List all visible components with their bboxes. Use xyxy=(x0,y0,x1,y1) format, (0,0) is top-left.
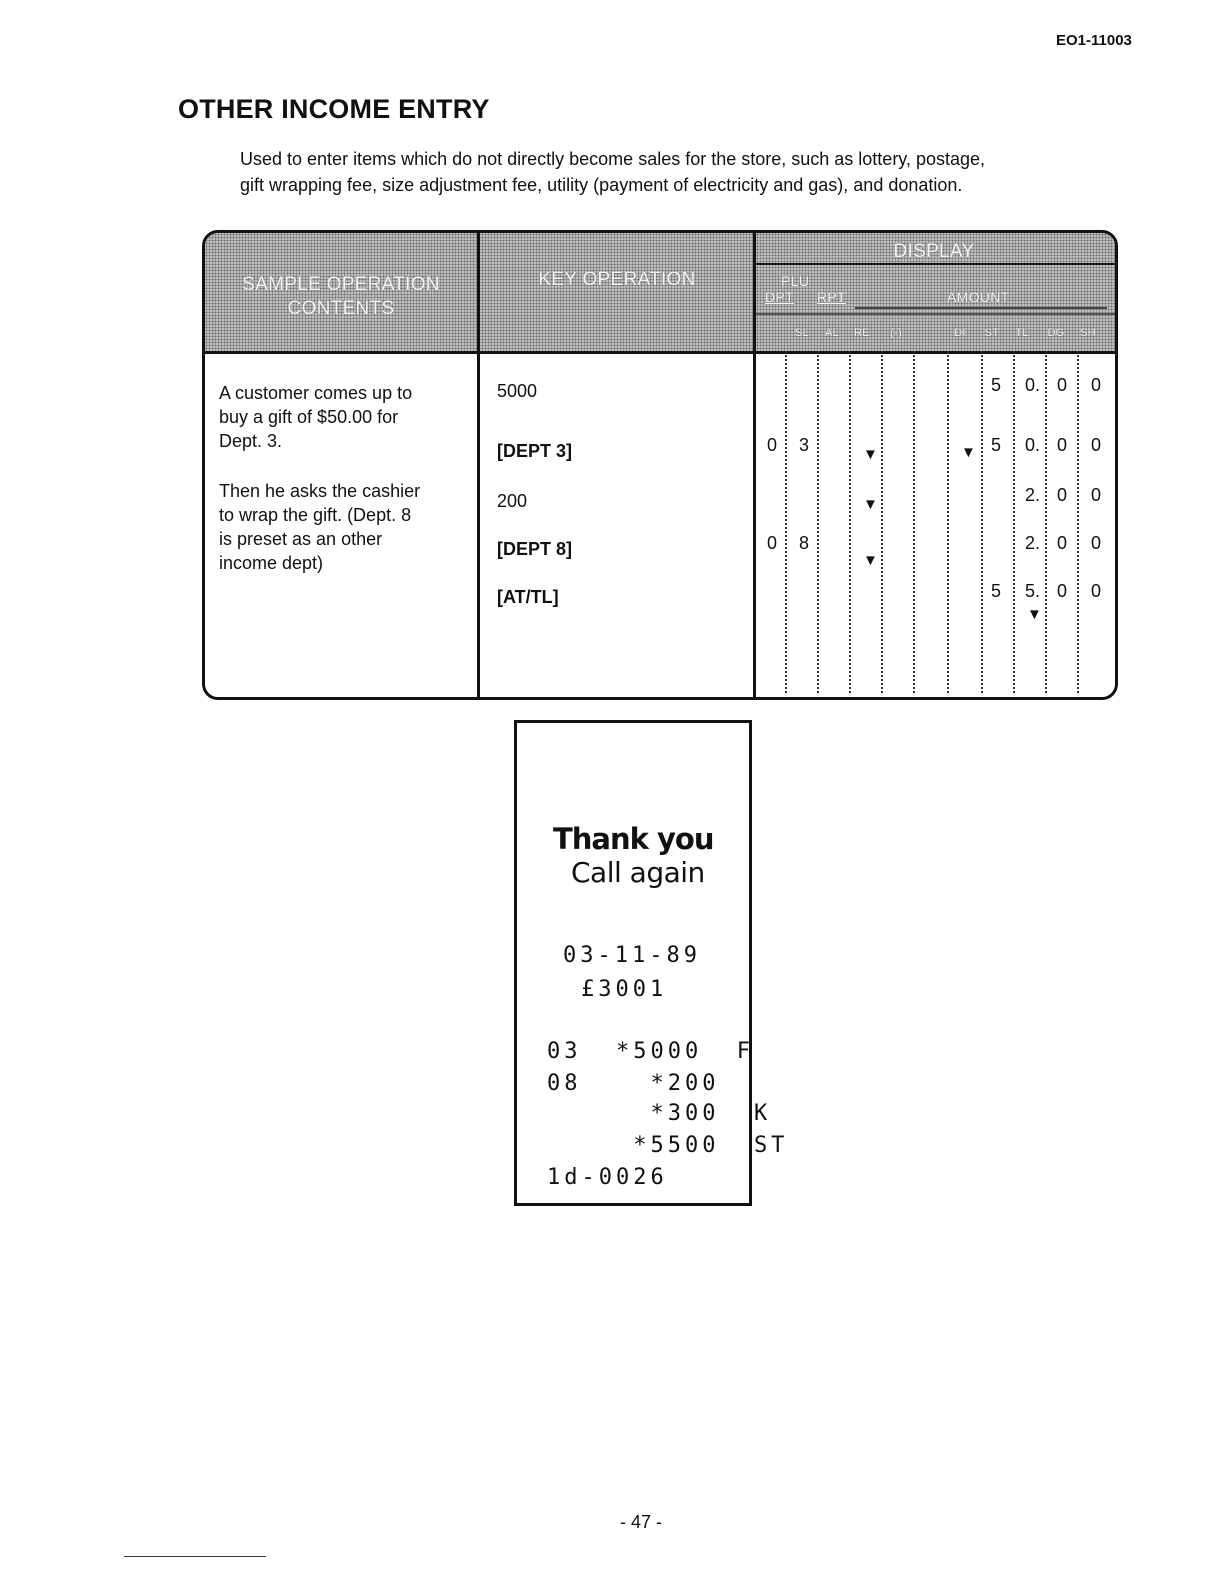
indicator-label: (-) xyxy=(890,327,902,339)
triangle-marker-icon: ▼ xyxy=(863,496,878,513)
display-amount-digit: 0. xyxy=(1025,435,1041,455)
intro-paragraph xyxy=(240,146,1120,198)
sample-contents-1 xyxy=(219,381,469,453)
display-amount-digit: 5 xyxy=(991,435,1002,455)
header-key-operation: KEY OPERATION xyxy=(538,269,696,290)
display-amount-digit: 2. xyxy=(1025,533,1041,553)
indicator-label: TL xyxy=(1015,327,1029,339)
triangle-marker-icon: ▼ xyxy=(1027,606,1042,623)
section-title: OTHER INCOME ENTRY xyxy=(178,94,490,124)
indicator-label: ST xyxy=(984,327,1000,339)
display-amount-digit: 2. xyxy=(1025,485,1041,505)
contents-1-line-3: Dept. 3. xyxy=(219,431,283,451)
display-amount-digit: 5 xyxy=(991,375,1002,395)
triangle-marker-icon: ▼ xyxy=(961,444,976,461)
contents-2-line-3: is preset as an other xyxy=(219,529,383,549)
display-amount-digit: 0 xyxy=(1091,533,1102,553)
sample-operation-table xyxy=(202,230,1118,700)
receipt-line-3: *300 K xyxy=(547,1101,772,1126)
indicator-label: SH xyxy=(1080,327,1096,339)
doc-code: EO1-11003 xyxy=(1056,32,1132,49)
indicator-label: AL xyxy=(824,327,840,339)
indicator-label: DG xyxy=(1047,327,1065,339)
header-amount: AMOUNT xyxy=(947,289,1010,305)
triangle-marker-icon: ▼ xyxy=(863,446,878,463)
display-amount-digit: 0 xyxy=(1091,485,1102,505)
receipt-number: £3001 xyxy=(581,977,668,1002)
receipt-date: 03-11-89 xyxy=(563,943,701,968)
receipt-message-line-2: Call again xyxy=(571,856,705,889)
display-amount-digit: 0 xyxy=(1057,485,1068,505)
contents-1-line-2: buy a gift of $50.00 for xyxy=(219,407,399,427)
sample-contents-2 xyxy=(219,479,469,575)
contents-1-line-1: A customer comes up to xyxy=(219,383,413,403)
receipt-line-5: 1d-0026 xyxy=(547,1165,668,1190)
receipt-line-2: 08 *200 xyxy=(547,1071,720,1096)
display-amount-digit: 0 xyxy=(1057,435,1068,455)
header-sample-line2: CONTENTS xyxy=(287,298,395,319)
display-amount-digit: 0 xyxy=(1091,375,1102,395)
receipt-line-1: 03 *5000 F xyxy=(547,1039,754,1064)
receipt-line-4: *5500 ST xyxy=(547,1133,789,1158)
intro-line-1: Used to enter items which do not directly become sales for the store, such as lottery, postage, xyxy=(240,149,986,169)
key-op-5: [AT/TL] xyxy=(497,587,559,607)
header-dpt: DPT xyxy=(765,289,794,305)
key-op-3: 200 xyxy=(497,491,528,511)
header-display: DISPLAY xyxy=(893,241,975,262)
intro-line-2: gift wrapping fee, size adjustment fee, utility (payment of electricity and gas), and donation. xyxy=(240,175,963,195)
display-amount-digit: 0 xyxy=(1057,581,1068,601)
indicator-label: SL xyxy=(794,327,810,339)
contents-2-line-1: Then he asks the cashier xyxy=(219,481,421,501)
header-plu: PLU xyxy=(781,273,810,289)
display-amount-digit: 5. xyxy=(1025,581,1041,601)
display-dpt-digit: 0 xyxy=(767,533,778,553)
key-op-1: 5000 xyxy=(497,381,538,401)
triangle-marker-icon: ▼ xyxy=(863,552,878,569)
display-amount-digit: 0. xyxy=(1025,375,1041,395)
sample-receipt xyxy=(514,720,789,1206)
display-amount-digit: 5 xyxy=(991,581,1002,601)
indicator-label: DI xyxy=(954,327,966,339)
header-sample-operation xyxy=(205,273,477,321)
header-sample-line1: SAMPLE OPERATION xyxy=(242,274,440,295)
key-op-2: [DEPT 3] xyxy=(497,441,573,461)
display-dpt-digit: 3 xyxy=(799,435,810,455)
footer-rule xyxy=(124,1556,266,1557)
contents-2-line-4: income dept) xyxy=(219,553,324,573)
display-amount-digit: 0 xyxy=(1091,581,1102,601)
display-dpt-digit: 0 xyxy=(767,435,778,455)
display-amount-digit: 0 xyxy=(1057,533,1068,553)
receipt-message-line-1: Thank you xyxy=(553,822,714,856)
contents-2-line-2: to wrap the gift. (Dept. 8 xyxy=(219,505,412,525)
key-op-4: [DEPT 8] xyxy=(497,539,573,559)
indicator-label: RE xyxy=(854,327,870,339)
display-dpt-digit: 8 xyxy=(799,533,810,553)
display-amount-digit: 0 xyxy=(1091,435,1102,455)
display-amount-digit: 0 xyxy=(1057,375,1068,395)
page-number: - 47 - xyxy=(620,1512,663,1532)
header-rpt: RPT xyxy=(817,289,846,305)
